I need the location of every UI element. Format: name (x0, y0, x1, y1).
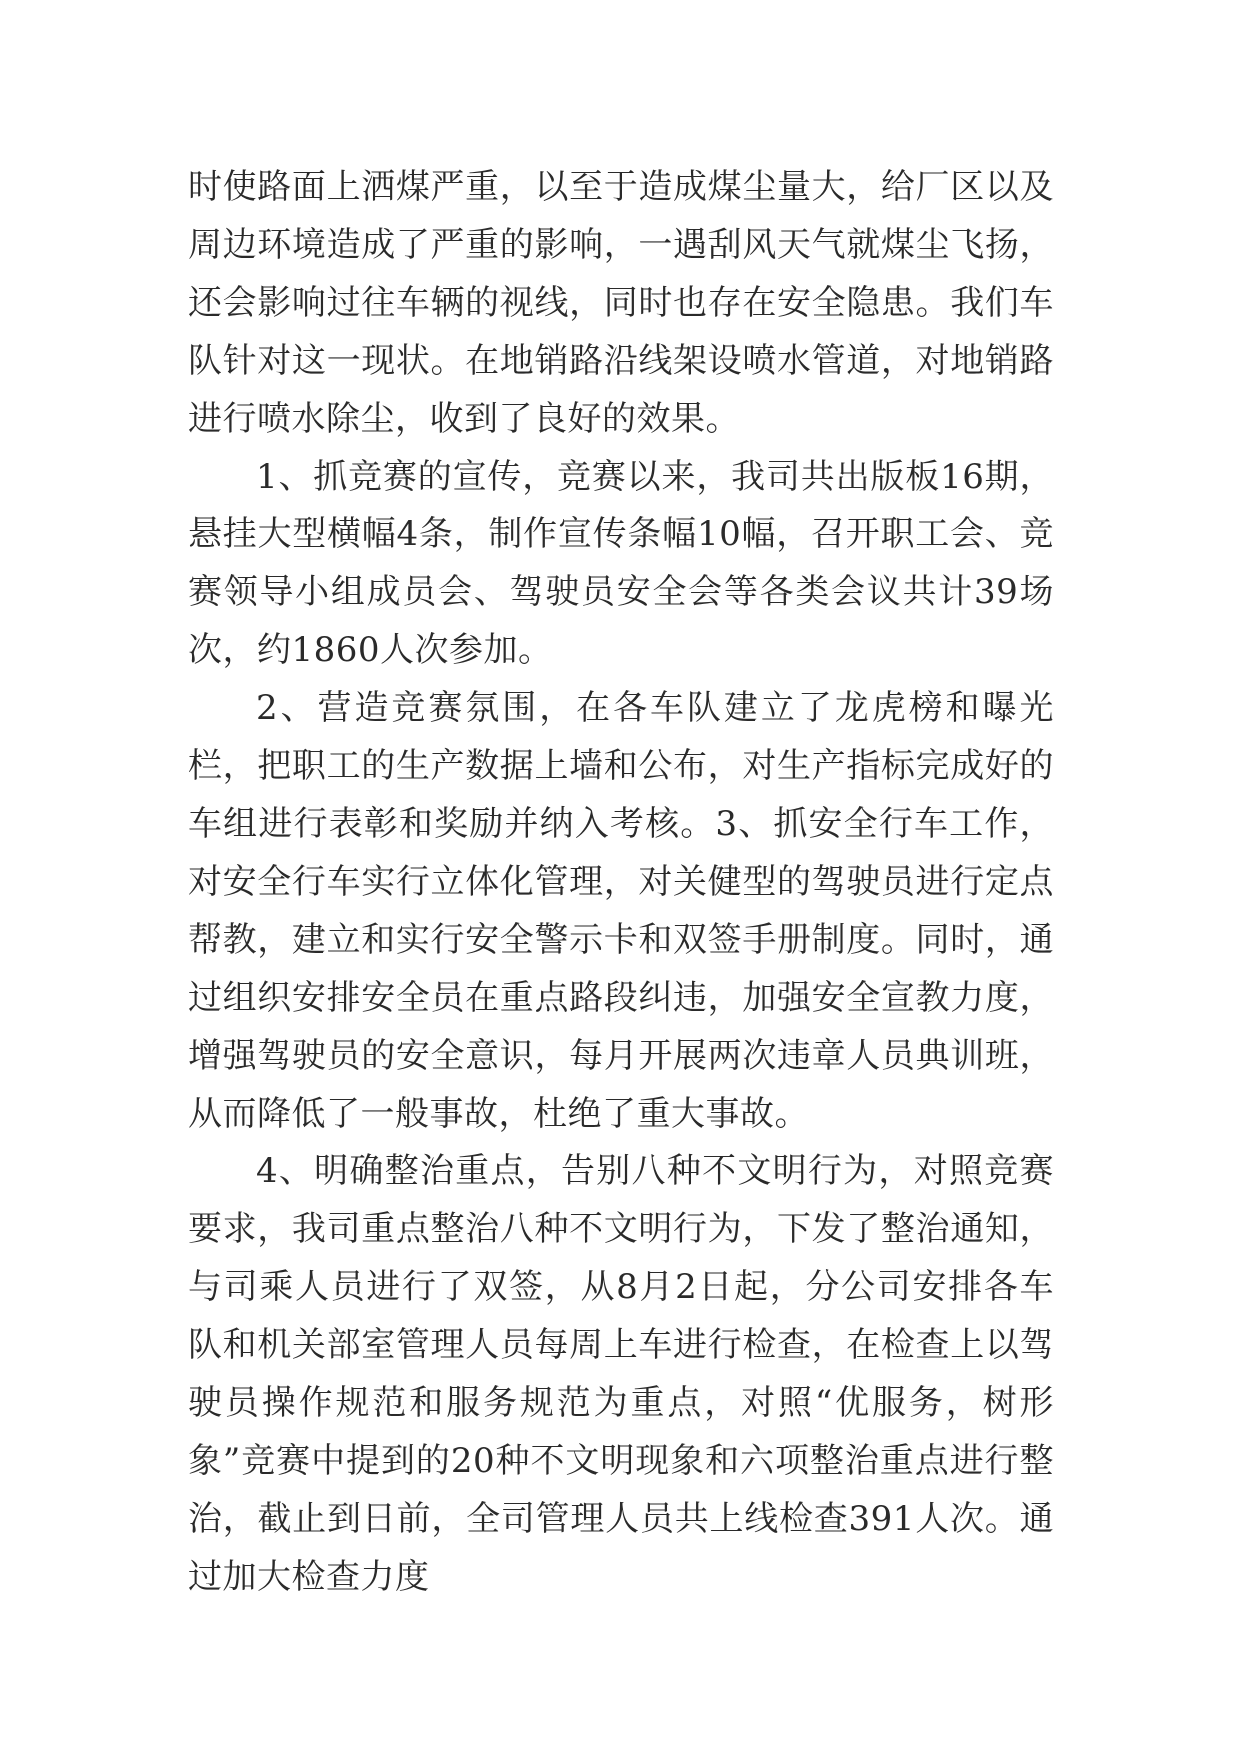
paragraph-item-2-3: 2、营造竞赛氛围，在各车队建立了龙虎榜和曝光栏，把职工的生产数据上墙和公布，对生产指标完成好的车组进行表彰和奖励并纳入考核。3、抓安全行车工作，对安全行车实行立体化管理，对关健型的驾驶员进行定点帮教，建立和实行安全警示卡和双签手册制度。同时，通过组织安排安全员在重点路段纠违，加强安全宣教力度，增强驾驶员的安全意识，每月开展两次违章人员典训班，从而降低了一般事故，杜绝了重大事故。 (188, 688, 1054, 1134)
document-body (188, 159, 1054, 1607)
paragraph-item-1: 1、抓竞赛的宣传，竞赛以来，我司共出版板16期，悬挂大型横幅4条，制作宣传条幅10幅，召开职工会、竞赛领导小组成员会、驾驶员安全会等各类会议共计39场次，约1860人次参加。 (188, 456, 1054, 671)
paragraph-continuation: 时使路面上洒煤严重，以至于造成煤尘量大，给厂区以及周边环境造成了严重的影响，一遇刮风天气就煤尘飞扬，还会影响过往车辆的视线，同时也存在安全隐患。我们车队针对这一现状。在地销路沿线架设喷水管道，对地销路进行喷水除尘，收到了良好的效果。 (188, 167, 1054, 439)
paragraph-item-4: 4、明确整治重点，告别八种不文明行为，对照竞赛要求，我司重点整治八种不文明行为，下发了整治通知，与司乘人员进行了双签，从8月2日起，分公司安排各车队和机关部室管理人员每周上车进行检查，在检查上以驾驶员操作规范和服务规范为重点，对照“优服务，树形象”竞赛中提到的20种不文明现象和六项整治重点进行整治，截止到日前，全司管理人员共上线检查391人次。通过加大检查力度 (188, 1151, 1054, 1597)
